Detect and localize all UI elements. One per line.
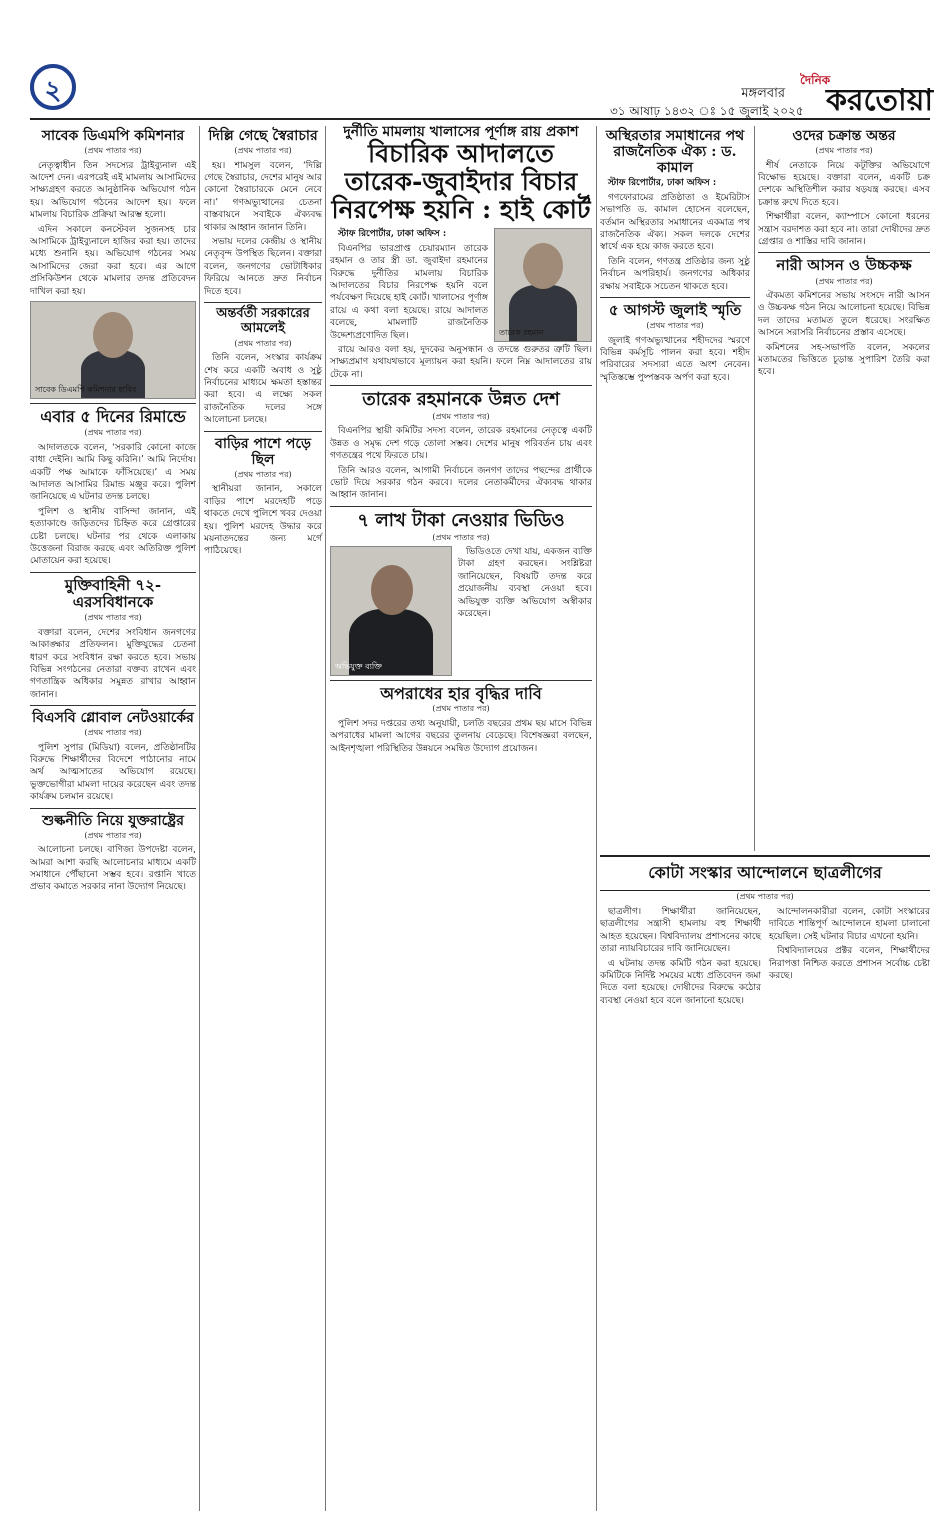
article-paragraph: ভিডিওতে দেখা যায়, একজন ব্যক্তি টাকা গ্রহণ করছেন। সংশ্লিষ্টরা জানিয়েছেন, বিষয়টি তদন্ত করে প্রয়োজনীয় ব্যবস্থা নেওয়া হবে। অভিযুক্ত ব্যক্তি অভিযোগ অস্বীকার করেছেন। [458,546,592,619]
continuation-note: (প্রথম পাতার পর) [84,830,142,840]
article-headline: সাবেক ডিএমপি কমিশনার [41,128,185,144]
column-divider [199,126,200,1511]
article-paragraph: ঐকমত্য কমিশনের সভায় সংসদে নারী আসন ও উচ্চকক্ষ গঠন নিয়ে আলোচনা হয়েছে। বিভিন্ন দল তাদের মতামত তুলে ধরেছে। সংরক্ষিত আসনে সরাসরি নির্বাচনের প্রস্তাব এসেছে। [758,291,930,339]
article-headline: কোটা সংস্কার আন্দোলনে ছাত্রলীগের [600,855,930,891]
continuation-note: (প্রথম পাতার পর) [432,411,490,421]
header-divider [30,118,930,120]
article-paragraph: বিএনপির ভারপ্রাপ্ত চেয়ারম্যান তারেক রহমান ও তার স্ত্রী ডা. জুবাইদা রহমানের বিরুদ্ধে দুর্নীতির মামলায় বিচারিক আদালতের বিচার নিরপেক্ষ হয়নি বলে পর্যবেক্ষণ দিয়েছে হাই কোর্ট। খালাসের পূর্ণাঙ্গ রায়ে এ কথা বলা হয়েছে। রায়ে আদালত বলেছে, মামলাটি রাজনৈতিক উদ্দেশ্যপ্রণোদিত ছিল। [330,243,488,341]
article-paragraph: স্থানীয়রা জানান, সকালে বাড়ির পাশে মরদেহটি পড়ে থাকতে দেখে পুলিশে খবর দেওয়া হয়। পুলিশ মরদেহ উদ্ধার করে ময়নাতদন্তের জন্য মর্গে পাঠিয়েছে। [204,484,322,557]
article-paragraph: আলোচনা চলছে। বাণিজ্য উপদেষ্টা বলেন, আমরা আশা করছি আলোচনার মাধ্যমে একটি সমাধানে পৌঁছানো সম্ভব হবে। রপ্তানি খাতে প্রভাব কমাতে সরকার নানা উদ্যোগ নিয়েছে। [30,845,196,893]
column-divider [325,126,326,1511]
article-headline: নারী আসন ও উচ্চকক্ষ [776,256,912,275]
masthead [0,0,945,124]
column-2 [204,126,322,560]
article-photo [30,301,196,399]
article-paragraph: আদালতকে বলেন, ‘সরকারি কোনো কাজে বাধা দেইনি। আমি কিছু করিনি।’ আমি নির্দোষ। একটি পক্ষ আমাকে ফাঁসিয়েছে।’ এ সময় আদালত আসামির রিমান্ড মঞ্জুর করে। পুলিশ জানিয়েছে এ ঘটনার তদন্ত চলছে। [30,442,196,503]
lead-headline: বিচারিক আদালতে তারেক-জুবাইদার বিচার নিরপেক্ষ হয়নি : হাই কোর্ট [331,139,591,225]
article-paragraph: জুলাই গণঅভ্যুত্থানের শহীদদের স্মরণে বিভিন্ন কর্মসূচি পালন করা হবে। শহীদ পরিবারের সদস্যরা এতে অংশ নেবেন। স্মৃতিস্তম্ভে পুষ্পস্তবক অর্পণ করা হবে। [600,335,750,383]
continuation-note: (প্রথম পাতার পর) [84,613,142,623]
page-number: ২ [44,76,62,106]
logo-small-text: দৈনিক [800,73,831,87]
article-headline: শুল্কনীতি নিয়ে যুক্তরাষ্ট্রের [42,812,184,829]
photo-caption: তারেক রহমান [499,328,544,337]
continuation-note: (প্রথম পাতার পর) [84,728,142,738]
article-paragraph: নেতৃত্বাধীন তিন সদস্যের ট্রাইব্যুনাল এই আদেশ দেন। এরপরেই এই মামলায় আসামিদের সাক্ষ্যগ্রহণ করতে আনুষ্ঠানিক অভিযোগ গঠন হয়। অভিযোগ গঠনের আদেশ হয়। ফলে মামলায় বিচারিক প্রক্রিয়া আরম্ভ হলো। [30,160,196,221]
column-divider [596,126,597,1511]
photo-caption: সাবেক ডিএমপি কমিশনার হাবিব [35,384,137,394]
article-headline: এবার ৫ দিনের রিমান্ডে [40,406,186,426]
continuation-note: (প্রথম পাতার পর) [84,146,142,156]
article-headline: ওদের চক্রান্ত অন্তর [792,128,896,144]
article-paragraph: কমিশনের সহ-সভাপতি বলেন, সকলের মতামতের ভিত্তিতে চূড়ান্ত সুপারিশ তৈরি করা হবে। [758,342,930,378]
bottom-article [600,855,930,1009]
continuation-note: (প্রথম পাতার পর) [815,276,873,286]
continuation-note: (প্রথম পাতার পর) [815,146,873,156]
continuation-note: (প্রথম পাতার পর) [234,338,292,348]
lead-kicker: দুর্নীতি মামলায় খালাসের পূর্ণাঙ্গ রায় প্রকাশ [343,124,579,140]
article-paragraph: শিক্ষার্থীরা বলেন, ক্যাম্পাসে কোনো ধরনের সন্ত্রাস বরদাশত করা হবে না। তারা দোষীদের দ্রুত গ্রেপ্তার ও শাস্তির দাবি জানান। [758,212,930,247]
article-headline: মুক্তিবাহিনী ৭২-এরসবিধানকে [64,575,162,612]
column-5 [758,126,930,381]
article-paragraph: এদিন সকালে কনস্টেবল সুজনসহ চার আসামিকে ট্রাইব্যুনালে হাজির করা হয়। তাদের মধ্যে শুনানি হয়। অভিযোগ গঠনের সময় আসামিদের জেরা করা হবে। এর আগে প্রসিকিউশন থেকে মামলার তদন্ত প্রতিবেদন দাখিল করা হয়। [30,224,196,297]
column-4 [600,126,750,386]
column-3-lead [330,126,592,757]
article-paragraph: সভায় দলের কেন্দ্রীয় ও স্থানীয় নেতৃবৃন্দ উপস্থিত ছিলেন। বক্তারা বলেন, জনগণের ভোটাধিকার ফিরিয়ে আনতে দ্রুত নির্বাচন দিতে হবে। [204,236,322,297]
article-paragraph: তিনি বলেন, সংস্কার কার্যক্রম শেষ করে একটি অবাধ ও সুষ্ঠু নির্বাচনের মাধ্যমে ক্ষমতা হস্তান্তর করা হবে। এ লক্ষ্যে সকল রাজনৈতিক দলের সঙ্গে আলোচনা চলছে। [204,353,322,426]
article-paragraph: তিনি আরও বলেন, আগামী নির্বাচনে জনগণ তাদের পছন্দের প্রার্থীকে ভোট দিয়ে সরকার গঠন করবে। দলের নেতাকর্মীদের ঐক্যবদ্ধ থাকার আহ্বান জানান। [330,465,592,501]
article-paragraph: আন্দোলনকারীরা বলেন, কোটা সংস্কারের দাবিতে শান্তিপূর্ণ আন্দোলনে হামলা চালানো হয়েছিল। সেই ঘটনার বিচার এখনো হয়নি। [769,907,930,942]
article-headline: দিল্লি গেছে স্বৈরাচার [208,128,318,144]
article-paragraph: ছাত্রলীগ। শিক্ষার্থীরা জানিয়েছেন, ছাত্রলীগের সন্ত্রাসী হামলায় বহু শিক্ষার্থী আহত হয়েছেন। বিশ্ববিদ্যালয় প্রশাসনের কাছে তারা ন্যায়বিচারের দাবি জানিয়েছেন। [600,907,761,955]
newspaper-logo [798,66,934,122]
article-paragraph: তিনি বলেন, গণতন্ত্র প্রতিষ্ঠার জন্য সুষ্ঠু নির্বাচন অপরিহার্য। জনগণের অধিকার রক্ষায় সবাইকে সচেতন থাকতে হবে। [600,256,750,292]
article-paragraph: রায়ে আরও বলা হয়, দুদকের অনুসন্ধান ও তদন্তে গুরুতর ত্রুটি ছিল। সাক্ষ্যপ্রমাণ যথাযথভাবে মূল্যায়ন করা হয়নি। ফলে নিম্ন আদালতের রায় টেকে না। [330,345,592,380]
continuation-note: (প্রথম পাতার পর) [234,469,292,479]
weekday: মঙ্গলবার [741,86,785,101]
article-headline: ৫ আগস্ট জুলাই স্মৃতি [608,300,742,319]
article-headline: অন্তর্বর্তী সরকারের আমলেই [216,305,310,336]
article-headline: বাড়ির পাশে পড়ে ছিল [215,435,311,468]
article-paragraph: হয়। শামসুল বলেন, ‘দিল্লি গেছে স্বৈরাচার, দেশের মানুষ আর কোনো স্বৈরাচারকে মেনে নেবে না।’ গণঅভ্যুত্থানের চেতনা বাস্তবায়নে সবাইকে ঐক্যবদ্ধ থাকার আহ্বান জানান তিনি। [204,160,322,233]
column-1 [30,126,196,896]
video-still-photo [330,546,452,676]
article-paragraph: বিশ্ববিদ্যালয়ের প্রক্টর বলেন, শিক্ষার্থীদের নিরাপত্তা নিশ্চিত করতে প্রশাসন সর্বোচ্চ চেষ্টা করছে। [769,946,930,982]
continuation-note: (প্রথম পাতার পর) [234,146,292,156]
continuation-note: (প্রথম পাতার পর) [432,704,490,714]
continuation-note: (প্রথম পাতার পর) [736,892,794,901]
continuation-note: (প্রথম পাতার পর) [84,428,142,438]
article-headline: বিএসবি গ্লোবাল নেটওয়ার্কের [32,710,194,727]
article-paragraph: এ ঘটনায় তদন্ত কমিটি গঠন করা হয়েছে। কমিটিকে নির্দিষ্ট সময়ের মধ্যে প্রতিবেদন জমা দিতে বলা হয়েছে। দোষীদের বিরুদ্ধে কঠোর ব্যবস্থা নেওয়া হবে বলে জানানো হয়েছে। [600,958,761,1006]
article-paragraph: পুলিশ সদর দপ্তরের তথ্য অনুযায়ী, চলতি বছরের প্রথম ছয় মাসে বিভিন্ন অপরাধের মামলা আগের বছরের তুলনায় বেড়েছে। বিশেষজ্ঞরা বলছেন, আইনশৃঙ্খলা পরিস্থিতির উন্নয়নে সমন্বিত উদ্যোগ প্রয়োজন। [330,718,592,754]
continuation-note: (প্রথম পাতার পর) [646,321,704,331]
article-paragraph: বিএনপির স্থায়ী কমিটির সদস্য বলেন, তারেক রহমানের নেতৃত্বে একটি উন্নত ও সমৃদ্ধ দেশ গড়ে তোলা সম্ভব। দেশের মানুষ পরিবর্তন চায় এবং গণতন্ত্রের পথে ফিরতে চায়। [330,426,592,462]
article-headline: অস্থিরতার সমাধানের পথ রাজনৈতিক ঐক্য : ড. কামাল [605,128,745,177]
article-paragraph: শীর্ষ নেতাকে নিয়ে কটূক্তির অভিযোগে বিক্ষোভ হয়েছে। বক্তারা বলেন, একটি চক্র দেশকে অস্থিতিশীল করার ষড়যন্ত্র করছে। এসব চক্রান্ত রুখে দিতে হবে। [758,160,930,208]
page-number-badge [30,64,76,110]
article-paragraph: পুলিশ ও স্থানীয় বাসিন্দা জানান, এই হত্যাকাণ্ডে জড়িতদের চিহ্নিত করে গ্রেপ্তারের চেষ্টা চলছে। ঘটনার পর থেকে এলাকায় উত্তেজনা বিরাজ করছে এবং অতিরিক্ত পুলিশ মোতায়েন করা হয়েছে। [30,506,196,567]
photo-caption: অভিযুক্ত ব্যক্তি [335,661,382,671]
article-headline: অপরাধের হার বৃদ্ধির দাবি [380,683,542,703]
article-paragraph: গণফোরামের প্রতিষ্ঠাতা ও ইমেরিটাস সভাপতি ড. কামাল হোসেন বলেছেন, বর্তমান অস্থিরতার সমাধানের একমাত্র পথ রাজনৈতিক ঐক্য। সকল দলকে দেশের স্বার্থে এক হয়ে কাজ করতে হবে। [600,192,750,253]
byline: স্টাফ রিপোর্টার, ঢাকা অফিস : [338,229,447,240]
logo-name: করতোয়া [826,83,934,118]
article-paragraph: পুলিশ সুপার (মিডিয়া) বলেন, প্রতিষ্ঠানটির বিরুদ্ধে শিক্ষার্থীদের বিদেশে পাঠানোর নামে অর্থ আত্মসাতের অভিযোগ রয়েছে। ভুক্তভোগীরা মামলা দায়ের করেছেন এবং তদন্ত কার্যক্রম চলমান রয়েছে। [30,742,196,803]
dateline: ৩১ আষাঢ় ১৪৩২ ঃ ১৫ জুলাই ২০২৫ [610,104,804,118]
lead-photo [494,228,592,342]
continuation-note: (প্রথম পাতার পর) [432,532,490,542]
article-headline: ৭ লাখ টাকা নেওয়ার ভিডিও [357,509,565,531]
byline: স্টাফ রিপোর্টার, ঢাকা অফিস : [608,178,717,189]
column-divider [754,126,755,851]
article-headline: তারেক রহমানকে উন্নত দেশ [362,389,560,411]
article-paragraph: বক্তারা বলেন, দেশের সংবিধান জনগণের আকাঙ্ক্ষার প্রতিফলন। মুক্তিযুদ্ধের চেতনা ধারণ করে সংবিধান রক্ষা করতে হবে। সভায় বিভিন্ন সংগঠনের নেতারা বক্তব্য রাখেন এবং গণতান্ত্রিক অধিকার সমুন্নত রাখার আহ্বান জানান। [30,627,196,700]
